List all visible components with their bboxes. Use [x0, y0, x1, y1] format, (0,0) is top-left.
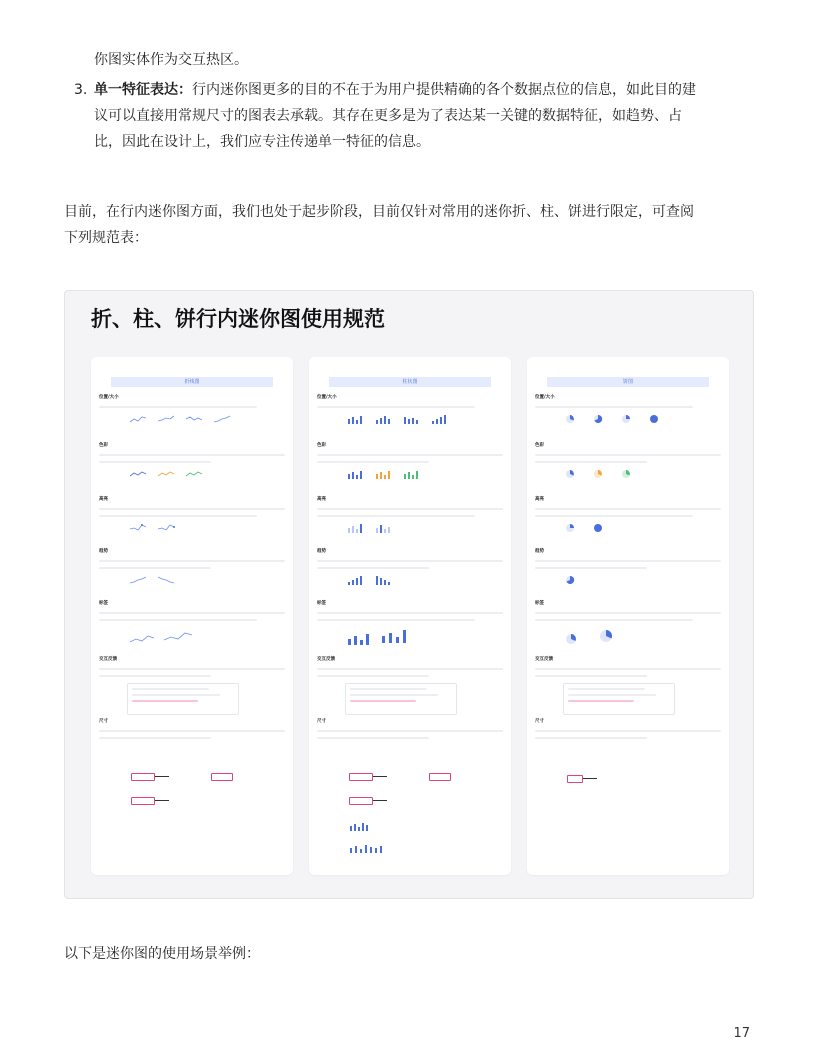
spec-section [317, 395, 503, 428]
mini-chart-row [317, 414, 503, 428]
spec-section [535, 657, 721, 715]
spec-section [99, 719, 285, 739]
mini-bar-chart [347, 575, 365, 585]
text-placeholder [535, 560, 721, 562]
mini-bar-chart [431, 414, 449, 424]
spec-section [535, 601, 721, 647]
spec-section [99, 657, 285, 715]
text-placeholder [99, 567, 211, 569]
spec-section [535, 549, 721, 589]
section-title: 色彩 [99, 443, 108, 448]
text-placeholder [132, 700, 198, 702]
spec-section [317, 443, 503, 483]
spec-section [535, 719, 721, 739]
text-placeholder [535, 737, 647, 739]
card-header: 柱状图 [329, 377, 491, 387]
current-line1: 目前，在行内迷你图方面，我们也处于起步阶段，目前仅针对常用的迷你折、柱、饼进行限定，可查阅 [64, 204, 694, 220]
mini-chart-row [535, 469, 721, 483]
size-annotation [131, 773, 155, 781]
text-placeholder [317, 619, 475, 621]
mini-pie-chart [565, 414, 583, 424]
mini-bar-chart [381, 629, 399, 639]
text-placeholder [568, 700, 634, 702]
list-line3: 比，因此在设计上，我们应专注传递单一特征的信息。 [94, 134, 430, 150]
section-title: 尺寸 [317, 719, 326, 724]
mini-pie-chart [649, 414, 667, 424]
section-title: 位置/大小 [535, 395, 555, 400]
text-placeholder [99, 560, 285, 562]
mini-bar-chart [347, 469, 365, 479]
text-placeholder [535, 619, 693, 621]
mini-line-chart [157, 575, 175, 585]
mini-chart-row [317, 627, 503, 647]
text-placeholder [568, 688, 645, 690]
mini-chart-row [317, 523, 503, 537]
mini-line-chart [157, 523, 175, 533]
text-placeholder [317, 567, 429, 569]
section-title: 高亮 [535, 497, 544, 502]
mini-pie-chart [565, 469, 583, 479]
mini-chart-row [535, 414, 721, 428]
spec-section [317, 657, 503, 715]
mini-bar-chart [375, 469, 393, 479]
mini-bar-chart [347, 633, 365, 643]
mini-line-chart [213, 414, 231, 424]
mini-line-chart [157, 414, 175, 424]
current-line2: 下列规范表： [64, 230, 148, 246]
tooltip-example [127, 683, 239, 715]
mini-pie-chart [599, 629, 617, 639]
card-header: 饼图 [547, 377, 709, 387]
text-placeholder [99, 737, 211, 739]
tooltip-example [345, 683, 457, 715]
text-placeholder [99, 730, 285, 732]
mini-bar-chart [375, 414, 393, 424]
mini-pie-chart [621, 469, 639, 479]
text-placeholder [535, 730, 721, 732]
mini-chart-row [535, 627, 721, 647]
mini-line-chart [129, 469, 147, 479]
mini-pie-chart [621, 414, 639, 424]
mini-chart-row [535, 523, 721, 537]
text-placeholder [535, 612, 721, 614]
text-placeholder [350, 688, 427, 690]
spec-section [317, 549, 503, 589]
section-title: 交互反馈 [535, 657, 553, 662]
text-placeholder [317, 406, 475, 408]
mini-bar-chart [375, 523, 393, 533]
dimension-arrow [373, 800, 387, 801]
text-placeholder [535, 567, 647, 569]
mini-bar-chart [403, 469, 421, 479]
mini-line-chart [129, 633, 147, 643]
mini-pie-chart [593, 414, 611, 424]
mini-pie-chart [593, 523, 611, 533]
mini-chart-row [99, 414, 285, 428]
spec-section [99, 497, 285, 537]
dimension-arrow [155, 776, 169, 777]
text-placeholder [99, 461, 211, 463]
list-line1: 行内迷你图更多的目的不在于为用户提供精确的各个数据点位的信息，如此目的建 [192, 82, 696, 98]
spec-card-pie [527, 357, 729, 875]
mini-pie-chart [565, 633, 583, 643]
text-placeholder [317, 515, 475, 517]
mini-pie-chart [565, 575, 583, 585]
spec-section [317, 601, 503, 647]
section-title: 尺寸 [535, 719, 544, 724]
mini-chart-row [317, 575, 503, 589]
text-placeholder [535, 461, 647, 463]
text-placeholder [99, 675, 211, 677]
page-number: 17 [733, 1026, 750, 1041]
dimension-arrow [583, 778, 597, 779]
size-annotation [131, 797, 155, 805]
spec-section [99, 443, 285, 483]
text-placeholder [568, 694, 656, 696]
list-item-3 [74, 77, 764, 157]
current-paragraph [64, 199, 754, 251]
text-placeholder [317, 668, 503, 670]
spec-section [317, 719, 503, 739]
spec-section [99, 395, 285, 428]
mini-chart-row [99, 575, 285, 589]
spec-section [535, 497, 721, 537]
mini-bar-chart [347, 523, 365, 533]
text-placeholder [317, 508, 503, 510]
section-title: 位置/大小 [99, 395, 119, 400]
size-annotation [349, 773, 373, 781]
section-title: 趋势 [317, 549, 326, 554]
list-label: 单一特征表达： [94, 82, 192, 98]
section-title: 位置/大小 [317, 395, 337, 400]
mini-line-chart [129, 575, 147, 585]
text-placeholder [99, 508, 285, 510]
mini-chart-row [99, 469, 285, 483]
list-line2: 议可以直接用常规尺寸的图表去承载。其存在更多是为了表达某一关键的数据特征，如趋势、占 [94, 108, 682, 124]
text-placeholder [535, 668, 721, 670]
mini-line-chart [129, 414, 147, 424]
text-placeholder [535, 675, 647, 677]
dimension-arrow [373, 776, 387, 777]
list-body [94, 77, 774, 155]
dimension-arrow [155, 800, 169, 801]
spec-section [99, 601, 285, 647]
text-placeholder [317, 612, 503, 614]
section-title: 趋势 [99, 549, 108, 554]
mini-bar-chart [349, 821, 367, 831]
spec-section [99, 549, 285, 589]
mini-bar-chart [347, 414, 365, 424]
spec-section [317, 497, 503, 537]
mini-line-chart [185, 469, 203, 479]
text-placeholder [99, 612, 285, 614]
section-title: 色彩 [535, 443, 544, 448]
text-placeholder [350, 694, 438, 696]
card-header: 折线图 [111, 377, 273, 387]
text-placeholder [317, 730, 503, 732]
mini-chart-row [317, 469, 503, 483]
text-placeholder [350, 700, 416, 702]
section-title: 交互反馈 [317, 657, 335, 662]
text-placeholder [132, 694, 220, 696]
text-placeholder [535, 508, 721, 510]
spec-card-line [91, 357, 293, 875]
mini-chart-row [99, 523, 285, 537]
size-annotation [349, 797, 373, 805]
section-title: 高亮 [317, 497, 326, 502]
text-placeholder [317, 454, 503, 456]
mini-bar-chart [403, 414, 421, 424]
mini-pie-chart [565, 523, 583, 533]
text-placeholder [99, 668, 285, 670]
mini-line-chart [185, 414, 203, 424]
spec-figure [64, 290, 754, 899]
section-title: 色彩 [317, 443, 326, 448]
mini-line-chart [163, 629, 181, 639]
text-placeholder [535, 406, 693, 408]
list-number: 3. [74, 82, 88, 98]
text-placeholder [99, 454, 285, 456]
section-title: 趋势 [535, 549, 544, 554]
mini-chart-row [99, 627, 285, 647]
section-title: 标签 [535, 601, 544, 606]
size-annotation [211, 773, 233, 781]
section-title: 标签 [317, 601, 326, 606]
mini-chart-row [535, 575, 721, 589]
text-placeholder [99, 515, 257, 517]
section-title: 尺寸 [99, 719, 108, 724]
scenarios-text: 以下是迷你图的使用场景举例： [64, 946, 260, 962]
section-title: 标签 [99, 601, 108, 606]
mini-line-chart [129, 523, 147, 533]
spec-section [535, 443, 721, 483]
mini-line-chart [157, 469, 175, 479]
mini-bar-chart [375, 575, 393, 585]
text-placeholder [99, 406, 257, 408]
text-placeholder [535, 515, 693, 517]
mini-bar-chart [349, 843, 367, 853]
mini-pie-chart [593, 469, 611, 479]
intro-line: 你图实体作为交互热区。 [94, 52, 248, 68]
text-placeholder [317, 675, 429, 677]
text-placeholder [317, 737, 429, 739]
section-title: 高亮 [99, 497, 108, 502]
figure-title: 折、柱、饼行内迷你图使用规范 [91, 307, 385, 331]
text-placeholder [99, 619, 257, 621]
section-title: 交互反馈 [99, 657, 117, 662]
text-placeholder [317, 560, 503, 562]
size-annotation [429, 773, 451, 781]
text-placeholder [535, 454, 721, 456]
text-placeholder [132, 688, 209, 690]
text-placeholder [317, 461, 429, 463]
spec-card-bar [309, 357, 511, 875]
tooltip-example [563, 683, 675, 715]
spec-section [535, 395, 721, 428]
size-annotation [567, 775, 583, 783]
